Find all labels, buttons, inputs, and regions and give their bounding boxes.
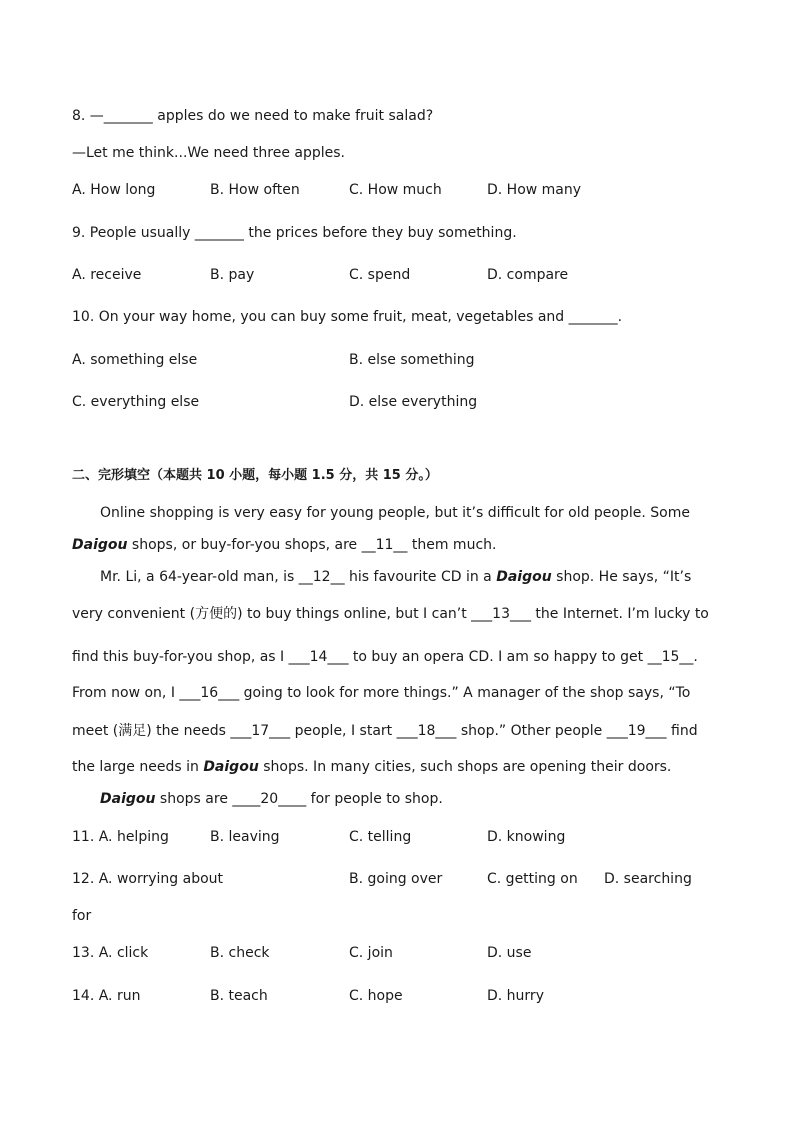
q14-option-b: B. teach [210,988,268,1004]
passage-line-2: Daigou shops, or buy-for-you shops, are __11__ them much. [72,537,497,553]
daigou-term: Daigou [496,569,552,585]
q9-option-d: D. compare [487,267,569,283]
q8-option-c: C. How much [349,182,442,198]
q10-option-c: C. everything else [72,394,200,410]
daigou-term: Daigou [72,537,128,553]
q13-option-d: D. use [487,945,532,961]
q11-option-b: B. leaving [210,829,280,845]
passage-line-1: Online shopping is very easy for young people, but it’s difficult for old people. Some [100,505,690,521]
q13-option-b: B. check [210,945,270,961]
q8-option-b: B. How often [210,182,300,198]
q10-option-b: B. else something [349,352,475,368]
q8-option-d: D. How many [487,182,582,198]
q12-option-d: D. searching [604,871,692,887]
q12-option-b: B. going over [349,871,443,887]
passage-line-5: find this buy-for-you shop, as I ___14___ to buy an opera CD. I am so happy to get __15__. [72,649,698,665]
question-10-stem: 10. On your way home, you can buy some fruit, meat, vegetables and _______. [72,309,623,325]
question-9-stem: 9. People usually _______ the prices before they buy something. [72,225,517,241]
q11-option-a: 11. A. helping [72,829,169,845]
q14-option-c: C. hope [349,988,403,1004]
q9-option-a: A. receive [72,267,142,283]
q11-option-d: D. knowing [487,829,566,845]
q13-option-a: 13. A. click [72,945,149,961]
q12-option-a: 12. A. worrying about [72,871,224,887]
q11-option-c: C. telling [349,829,412,845]
q9-option-b: B. pay [210,267,255,283]
question-8-reply: —Let me think...We need three apples. [72,145,345,161]
q13-option-c: C. join [349,945,393,961]
q10-option-a: A. something else [72,352,198,368]
q12-option-d-wrap: for [72,908,92,924]
question-8-stem: 8. —_______ apples do we need to make fruit salad? [72,108,434,124]
q14-option-a: 14. A. run [72,988,141,1004]
q8-option-a: A. How long [72,182,156,198]
q12-option-c: C. getting on [487,871,578,887]
daigou-term: Daigou [100,791,156,807]
q9-option-c: C. spend [349,267,411,283]
passage-line-6: From now on, I ___16___ going to look for more things.” A manager of the shop says, “To [72,685,691,701]
q14-option-d: D. hurry [487,988,544,1004]
q10-option-d: D. else everything [349,394,478,410]
passage-line-7: meet (满足) the needs ___17___ people, I start ___18___ shop.” Other people ___19___ find [72,723,698,739]
passage-line-9: Daigou shops are ____20____ for people to shop. [100,791,443,807]
passage-line-3: Mr. Li, a 64-year-old man, is __12__ his favourite CD in a Daigou shop. He says, “It’s [100,569,692,585]
daigou-term: Daigou [203,759,259,775]
section-2-title: 二、完形填空（本题共 10 小题，每小题 1.5 分，共 15 分。） [72,468,438,483]
passage-line-8: the large needs in Daigou shops. In many cities, such shops are opening their doors. [72,759,672,775]
passage-line-4: very convenient (方便的) to buy things online, but I can’t ___13___ the Internet. I’m lucky to [72,606,709,622]
